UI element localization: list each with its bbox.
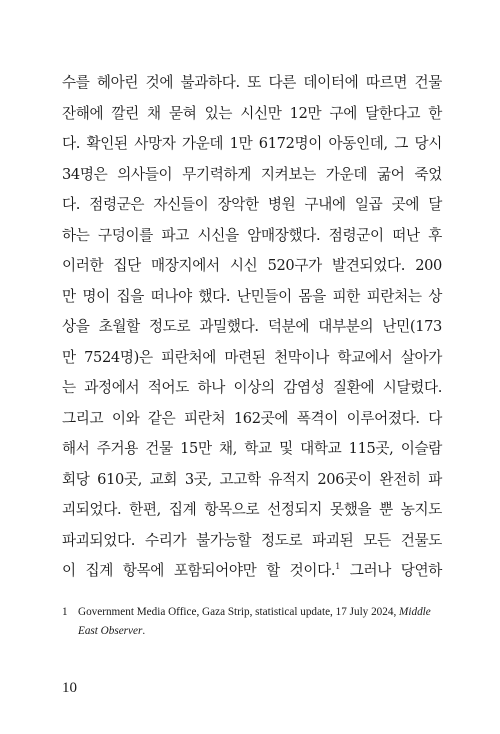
footnote-number: 1 — [62, 606, 68, 618]
body-text — [62, 68, 442, 587]
body-line: 만 7524명)은 피란처에 마련된 천막이나 학교에서 살아가 — [62, 348, 442, 366]
body-line: 잔해에 깔린 채 묻혀 있는 시신만 12만 구에 달한다고 한 — [62, 104, 442, 122]
body-line: 해서 주거용 건물 15만 채, 학교 및 대학교 115곳, 이슬람 — [62, 440, 442, 457]
body-line: 다. 확인된 사망자 가운데 1만 6172명이 아동인데, 그 당시 — [62, 135, 442, 152]
body-line: 괴되었다. 한편, 집계 항목으로 선정되지 못했을 뿐 농지도 — [62, 501, 442, 518]
body-line: 만 명이 집을 떠나야 했다. 난민들이 몸을 피한 피란처는 상 — [62, 287, 442, 305]
body-line: 파괴되었다. 수리가 불가능할 정도로 파괴된 모든 건물도 — [62, 531, 442, 549]
body-line: 상을 초월할 정도로 과밀했다. 덕분에 대부분의 난민(173 — [62, 318, 442, 335]
footnote-text — [78, 603, 442, 641]
body-line-tail: 그러나 당연하 — [349, 562, 443, 579]
body-line: 다. 점령군은 자신들이 장악한 병원 구내에 일곱 곳에 달 — [62, 196, 442, 213]
body-line: 이러한 집단 매장지에서 시신 520구가 발견되었다. 200 — [62, 257, 442, 274]
footnote-reference[interactable]: 1 — [335, 562, 340, 571]
page-number: 10 — [62, 680, 77, 696]
body-line: 하는 구덩이를 파고 시신을 암매장했다. 점령군이 떠난 후 — [62, 226, 442, 244]
footnote — [62, 603, 442, 641]
footnote-source: Government Media Office, Gaza Strip, statistical update, 17 July 2024, — [78, 606, 400, 618]
body-line: 그리고 이와 같은 피란처 162곳에 폭격이 이루어졌다. 다 — [62, 409, 442, 427]
footnote-end: . — [142, 625, 146, 637]
body-line-text: 이 집계 항목에 포함되어야만 할 것이다. — [62, 562, 336, 579]
body-line: 회당 610곳, 교회 3곳, 고고학 유적지 206곳이 완전히 파 — [62, 470, 442, 488]
body-line-last — [62, 556, 442, 587]
footnote-publication: Middle East Observer — [78, 606, 431, 637]
body-line: 34명은 의사들이 무기력하게 지켜보는 가운데 굶어 죽었 — [62, 165, 442, 183]
body-line: 는 과정에서 적어도 하나 이상의 감염성 질환에 시달렸다. — [62, 379, 442, 396]
body-line: 수를 헤아린 것에 불과하다. 또 다른 데이터에 따르면 건물 — [62, 74, 442, 91]
